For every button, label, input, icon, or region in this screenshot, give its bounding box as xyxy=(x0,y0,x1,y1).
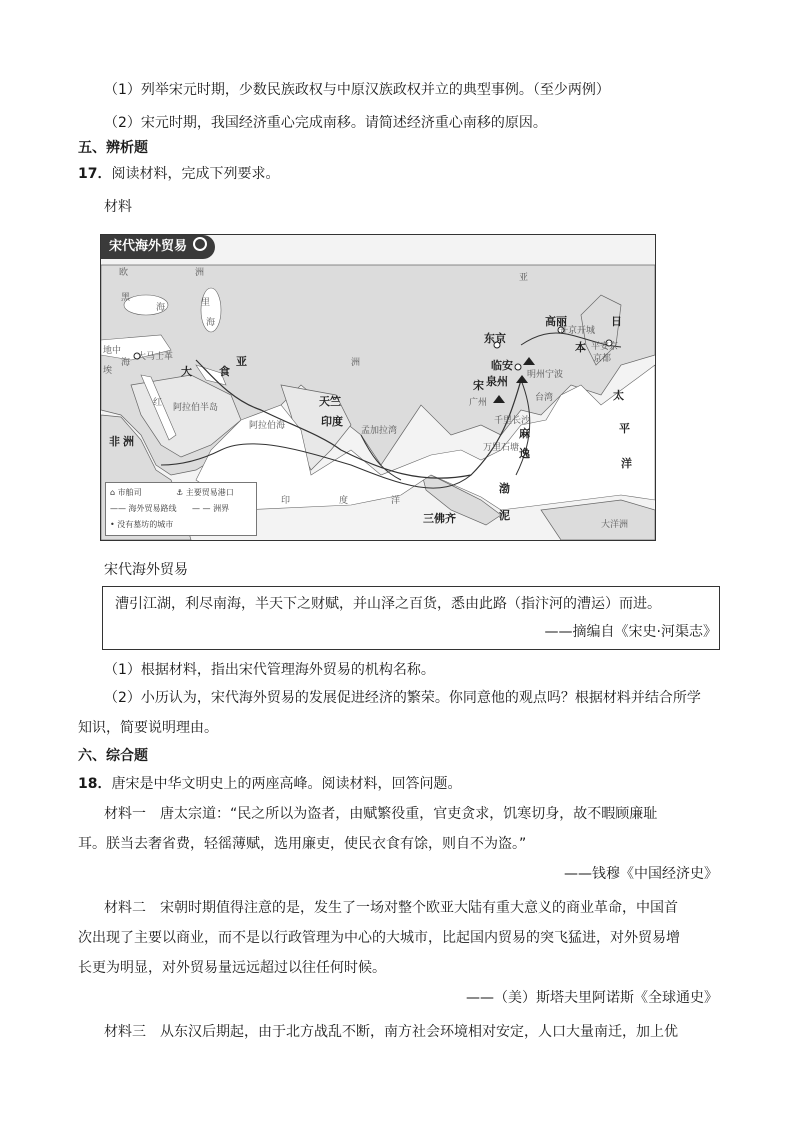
map-label-india-t: 天竺 xyxy=(319,395,341,408)
map-label-mayi: 麻 xyxy=(519,427,530,440)
map-label-damascus: 大马士革 xyxy=(137,352,174,362)
map-label-black: 黑 xyxy=(121,293,131,303)
map-label-indian3: 洋 xyxy=(391,496,401,506)
map-land-oceania xyxy=(541,500,655,540)
compass-icon xyxy=(193,237,207,251)
map-legend xyxy=(105,482,257,536)
map-label-taiwan: 台湾 xyxy=(535,393,554,403)
map-label-africa2: 洲 xyxy=(123,435,134,448)
q16-sub2: （2）宋元时期，我国经济重心完成南移。请简述经济重心南移的原因。 xyxy=(104,115,547,131)
q18-m1-b: 耳。朕当去奢省费，轻徭薄赋，选用廉吏，使民衣食有馀，则自不为盗。” xyxy=(78,836,527,852)
map-label-arabia: 阿拉伯半岛 xyxy=(173,403,219,413)
q18-m1-a: 材料一 唐太宗道：“民之所以为盗者，由赋繁役重，官吏贪求，饥寒切身，故不暇顾廉耻 xyxy=(104,806,658,822)
map-label-indian2: 度 xyxy=(339,496,349,506)
q18-m2-b: 次出现了主要以商业，而不是以行政管理为中心的大城市，比起国内贸易的突飞猛进，对外贸易增 xyxy=(78,930,680,946)
map-label-europe: 欧 xyxy=(119,268,129,278)
legend-city: • 没有墓坊的城市 xyxy=(110,520,174,529)
map-label-japan-ri: 日 xyxy=(611,315,622,328)
legend-shibosi: ⌂ 市舶司 xyxy=(110,488,142,497)
map-label-sanfoqi: 三佛齐 xyxy=(423,512,456,525)
map-label-arabsea: 阿拉伯海 xyxy=(249,421,286,431)
q17-sub2-a: （2）小历认为，宋代海外贸易的发展促进经济的繁荣。你同意他的观点吗？根据材料并结合所学 xyxy=(104,690,701,706)
map-label-bengal: 孟加拉湾 xyxy=(361,426,398,436)
q17-material-label: 材料 xyxy=(104,199,132,215)
map-label-dongjing: 东京 xyxy=(484,332,506,345)
map-label-indian: 印 xyxy=(281,496,291,506)
map-label-bosni2: 泥 xyxy=(499,509,510,522)
map-label-egypt: 埃 xyxy=(103,366,113,376)
map-label-kyoto: 京都 xyxy=(593,354,612,364)
map-label-pacific-ping: 平 xyxy=(619,422,630,435)
quote-box xyxy=(102,586,720,650)
map-caption: 宋代海外贸易 xyxy=(104,562,188,578)
map-label-oceania: 大洋洲 xyxy=(601,520,629,530)
map-label-sea: 海 xyxy=(156,303,166,313)
map-label-mayi2: 逸 xyxy=(519,447,530,460)
legend-port: ⚓ 主要贸易港口 xyxy=(176,488,234,497)
map-label-india: 印度 xyxy=(321,415,343,428)
map-label-dashi: 大 xyxy=(181,365,192,378)
map-label-mingzhou: 明州宁波 xyxy=(527,370,564,380)
section-6-title: 六、综合题 xyxy=(78,748,148,764)
q17-number: 17． xyxy=(78,166,112,182)
q18-m2-src: ——（美）斯塔夫里阿诺斯《全球通史》 xyxy=(466,990,718,1006)
map-marker-linan xyxy=(515,364,521,370)
legend-border: — — 洲界 xyxy=(192,504,230,513)
map-label-shi: 食 xyxy=(219,365,230,378)
map-label-gaoli: 高丽 xyxy=(545,315,567,328)
q17-text: 阅读材料，完成下列要求。 xyxy=(111,166,280,182)
q18-m3-a: 材料三 从东汉后期起，由于北方战乱不断，南方社会环境相对安定，人口大量南迁，加上优 xyxy=(104,1024,678,1040)
quote-text: 漕引江湖，利尽南海，半天下之财赋，并山泽之百货，悉由此路（指汴河的漕运）而进。 xyxy=(115,596,661,612)
map-label-med2: 海 xyxy=(121,358,131,368)
q17-stem xyxy=(78,164,279,184)
q18-text: 唐宋是中华文明史上的两座高峰。阅读材料，回答问题。 xyxy=(111,776,462,792)
quote-source: ——摘编自《宋史·河渠志》 xyxy=(544,624,717,640)
map-label-linan: 临安 xyxy=(491,359,513,372)
q18-m1-src: ——钱穆《中国经济史》 xyxy=(564,866,718,882)
legend-route: —— 海外贸易路线 xyxy=(110,504,177,513)
map-label-xiya: 亚 xyxy=(519,273,529,283)
song-trade-map xyxy=(100,234,656,541)
map-label-pacific-yang: 洋 xyxy=(621,457,632,470)
map-label-med1: 地中 xyxy=(103,346,122,356)
map-label-japan-ben: 本 xyxy=(575,341,586,354)
section-5-title: 五、辨析题 xyxy=(78,140,148,156)
map-label-qianli: 千里长沙 xyxy=(494,416,531,426)
q18-m2-a: 材料二 宋朝时期值得注意的是，发生了一场对整个欧亚大陆有重大意义的商业革命，中国首 xyxy=(104,900,678,916)
map-label-europe2: 洲 xyxy=(195,268,205,278)
map-label-bosni: 渤 xyxy=(499,482,510,495)
q18-number: 18． xyxy=(78,776,112,792)
map-label-li: 里 xyxy=(201,298,211,308)
map-label-wanli: 万里石塘 xyxy=(483,443,520,453)
q18-stem xyxy=(78,774,461,794)
map-label-song: 宋 xyxy=(473,379,484,392)
map-label-quanzhou: 泉州 xyxy=(486,375,508,388)
q17-sub2-b: 知识，简要说明理由。 xyxy=(78,720,218,736)
map-label-guangzhou: 广州 xyxy=(469,398,488,408)
map-label-red1: 红 xyxy=(153,398,163,408)
q18-m2-c: 长更为明显，对外贸易量远远超过以往任何时候。 xyxy=(78,960,386,976)
map-label-heian: 平安京 xyxy=(591,342,619,352)
q16-sub1: （1）列举宋元时期，少数民族政权与中原汉族政权并立的典型事例。（至少两例） xyxy=(104,82,610,98)
map-label-ya: 亚 xyxy=(236,355,247,368)
map-label-africa1: 非 xyxy=(109,435,120,448)
map-title: 宋代海外贸易 xyxy=(101,235,215,259)
map-label-pacific-tai: 太 xyxy=(613,389,624,402)
q17-sub1: （1）根据材料，指出宋代管理海外贸易的机构名称。 xyxy=(104,662,435,678)
map-label-hai: 海 xyxy=(206,318,216,328)
map-label-zhou: 洲 xyxy=(351,358,361,368)
map-label-kaijing: 开京开城 xyxy=(559,326,596,336)
